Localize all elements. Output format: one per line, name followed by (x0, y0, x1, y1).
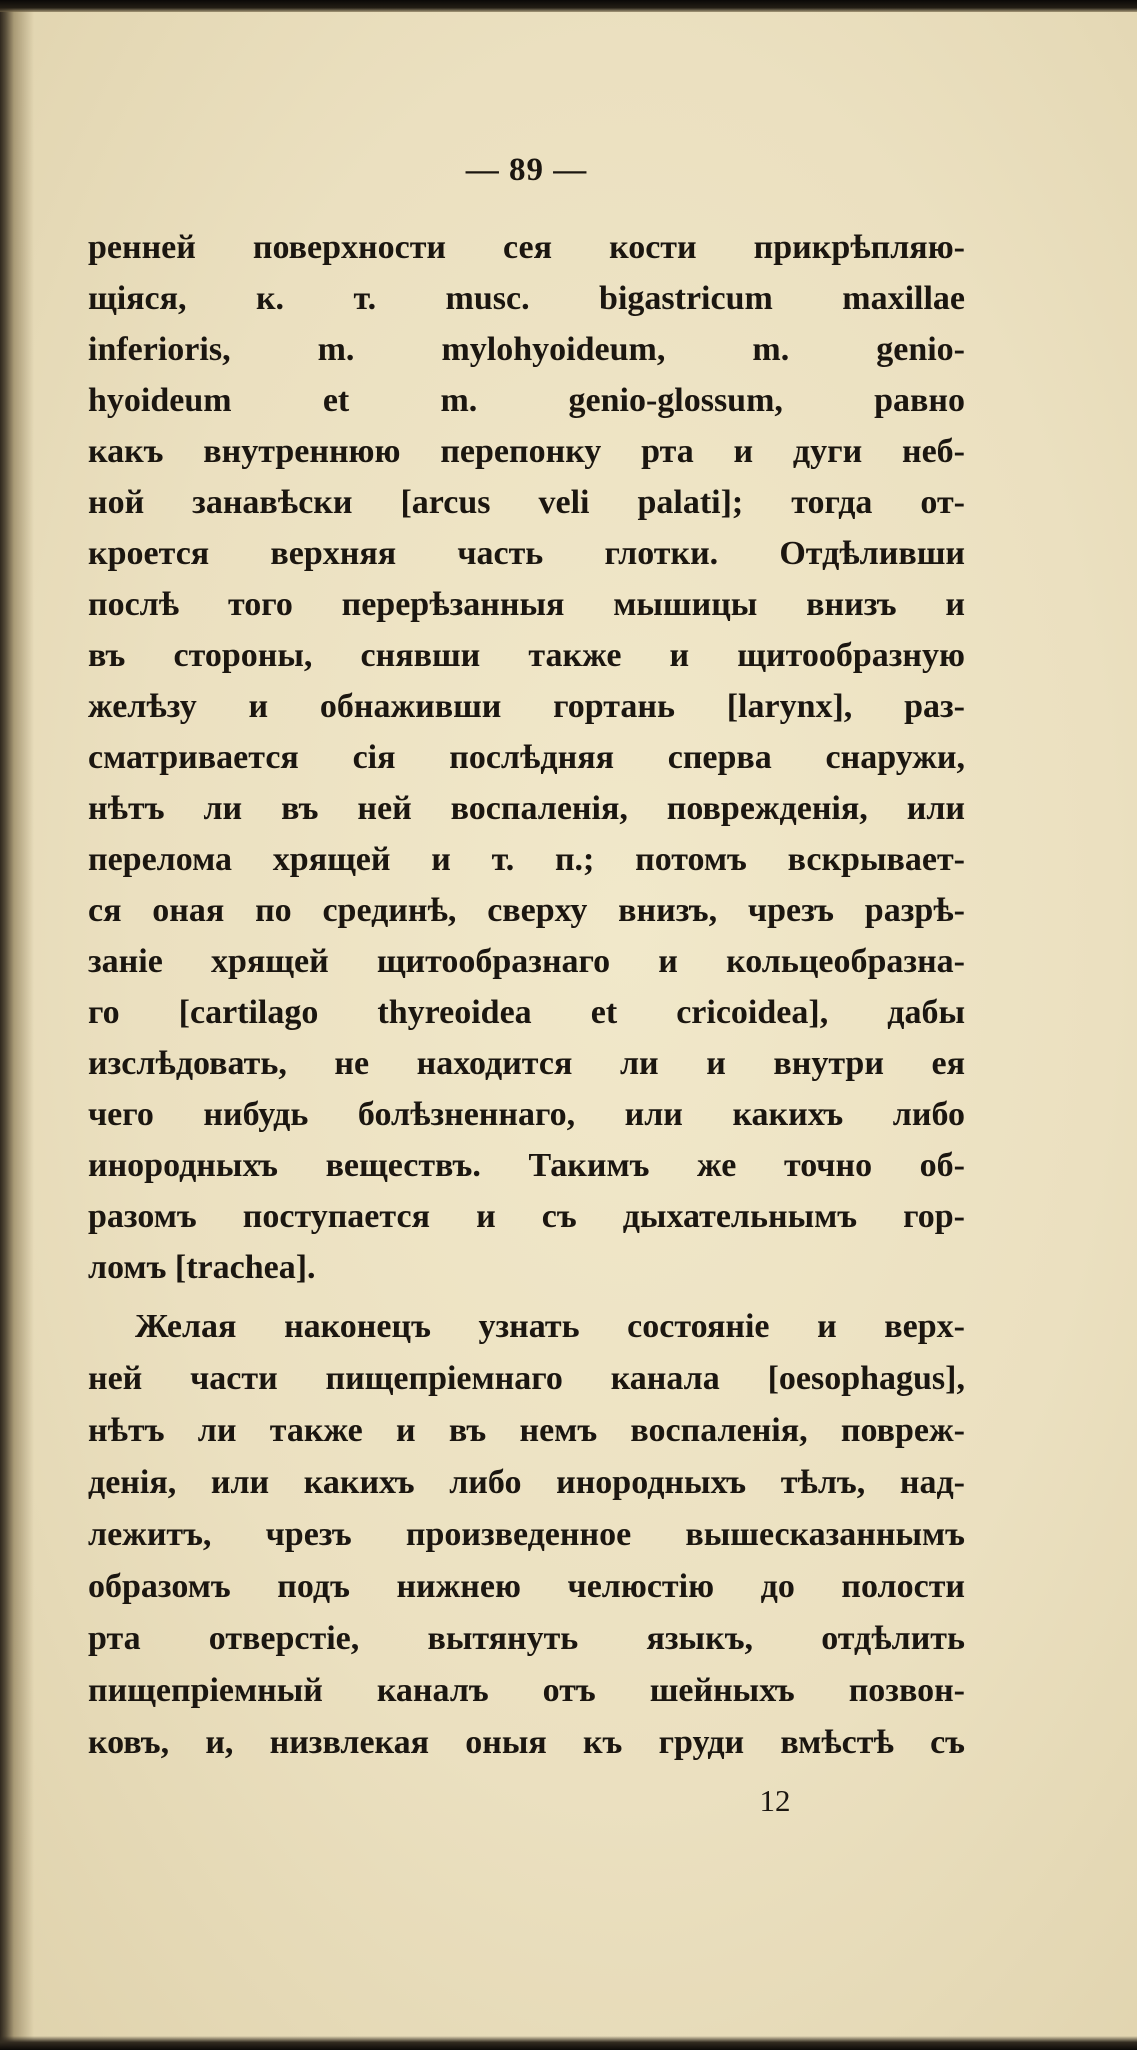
text-line: изслѣдовать, не находится ли и внутри ея (88, 1045, 965, 1082)
page-number: — 89 — (465, 152, 588, 188)
page-edge-bottom (0, 2036, 1137, 2050)
page-edge-left (0, 0, 34, 2050)
text-line: денія, или какихъ либо инородныхъ тѣлъ, над- (88, 1464, 965, 1501)
text-line: ломъ [trachea]. (88, 1249, 316, 1286)
page-edge-top (0, 0, 1137, 12)
paragraph (88, 222, 965, 1293)
text-line: го [cartilago thyreoidea et cricoidea], дабы (88, 994, 965, 1031)
text-line: Желая наконецъ узнать состояніе и верх- (135, 1308, 965, 1345)
text-line: нѣтъ ли также и въ немъ воспаленія, повреж- (88, 1412, 965, 1449)
text-line: щіяся, к. т. musc. bigastricum maxillae (88, 280, 965, 317)
text-line: ся оная по срединѣ, сверху внизъ, чрезъ разрѣ- (88, 892, 965, 929)
text-line: образомъ подъ нижнею челюстію до полости (88, 1568, 965, 1605)
text-line: послѣ того перерѣзанныя мышицы внизъ и (88, 586, 965, 623)
text-line: перелома хрящей и т. п.; потомъ вскрывает- (88, 841, 965, 878)
paragraph (88, 1301, 965, 1769)
text-line: желѣзу и обнаживши гортань [larynx], раз- (88, 688, 965, 725)
text-line: hyoideum et m. genio-glossum, равно (88, 382, 965, 419)
text-line: ковъ, и, низвлекая оныя къ груди вмѣстѣ съ (88, 1724, 965, 1761)
text-line: какъ внутреннюю перепонку рта и дуги неб- (88, 433, 965, 470)
text-line: inferioris, m. mylohyoideum, m. genio- (88, 331, 965, 368)
signature-mark: 12 (759, 1783, 791, 1818)
text-line: разомъ поступается и съ дыхательнымъ гор- (88, 1198, 965, 1235)
text-line: сматривается сія послѣдняя сперва снаружи, (88, 739, 965, 776)
text-line: кроется верхняя часть глотки. Отдѣливши (88, 535, 965, 572)
text-line: заніе хрящей щитообразнаго и кольцеобразна- (88, 943, 965, 980)
text-line: въ стороны, снявши также и щитообразную (88, 637, 965, 674)
text-line: ной занавѣски [arcus veli palati]; тогда от- (88, 484, 965, 521)
text-line: чего нибудь болѣзненнаго, или какихъ либо (88, 1096, 965, 1133)
text-line: лежитъ, чрезъ произведенное вышесказаннымъ (88, 1516, 965, 1553)
text-line: пищепріемный каналъ отъ шейныхъ позвон- (88, 1672, 965, 1709)
text-line: инородныхъ веществъ. Такимъ же точно об- (88, 1147, 965, 1184)
text-line: ренней поверхности сея кости прикрѣпляю- (88, 229, 965, 266)
text-line: ней части пищепріемнаго канала [oesophagus], (88, 1360, 965, 1397)
text-line: рта отверстіе, вытянуть языкъ, отдѣлить (88, 1620, 965, 1657)
text-line: нѣтъ ли въ ней воспаленія, поврежденія, или (88, 790, 965, 827)
